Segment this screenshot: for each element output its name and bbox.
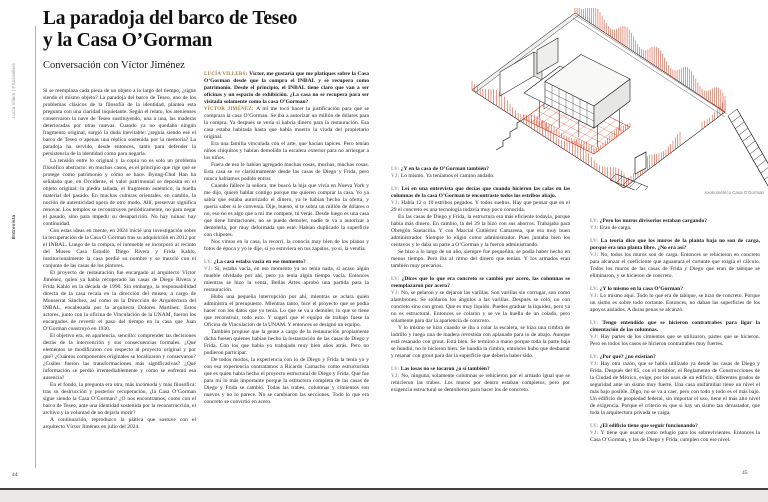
title-line-2: y la Casa O’Gorman [43, 29, 213, 51]
speaker-label: VJ: [391, 291, 402, 296]
section-label: Entrevista [11, 214, 16, 239]
intro-paragraph: El objetivo era, en apariencia, sencillo: comprender las decisiones detrás de la intervención y sus consecuencias formales. ¿Qué elementos se modificaron con respecto al proyecto original y por qué? ¿Cuántos componentes originales se localizaron y conservaron? ¿Cuáles fueron las transformaciones más significativas? ¿Qué información se perdió irremediablemente y cómo se enfrentó esa ausencia? [43, 333, 196, 381]
author-slug: Lucía Villers | # luciavillers [11, 63, 16, 118]
answer-paragraph: VÍCTOR JIMÉNEZ: A mí me tocó hacer la justificación para que se comprara la casa O’Gorman. Se iba a autorizar un millón de dólares para la compra. Ya después se vería si habría dinero para la restauración. Esa casa estaba habitada hasta que había muerto la viuda del propietario original. [204, 106, 369, 140]
answer-paragraph: Nos vimos en la casa, la recorrí, la conocía muy bien de los planos y fotos de época y yo le dije, si yo estuviera en tus zapatos, yo sí, la vendía. [204, 239, 369, 252]
answer-paragraph: VJ: Lo mismo. Ya teníamos el camino andado. [391, 173, 495, 179]
answer-paragraph: En las casas de Diego y Frida, la estructura era más eficiente todavía, porque había más dinero. En cambio, la del 29 la hizo con sus ahorros. Trabajaba para Obregón Santacilia. Y con Marcial Gutiérrez Camarena, que era muy buen administrador. Siempre lo eligió como administrador. Pues juntaba bien los centavos y le daba su parte a O’Gorman y la fueron administrando. [391, 214, 570, 248]
question-paragraph: LV: Tengo entendido que se hicieron contratrabes para ligar la cimentación de las columnas. [590, 320, 760, 333]
intro-paragraph: El proyecto de restauración fue encargado al arquitecto Víctor Jiménez, quien ya había recuperado las casas de Diego Rivera y Frida Kahlo en la década de 1990. Sin embargo, la responsabilidad directa de la casa recaía en la dirección del museo, a cargo de Monserrat Sánchez, así como en la Dirección de Arquitectura del INBAL, encabezada por la arquitecta Dolores Martínez. Estos actores, junto con la oficina de Vinculación de la UNAM, fueron los encargados de revertir el paso del tiempo en la casa que Juan O’Gorman construyó en 1930. [43, 270, 196, 332]
question-paragraph: LV: ¿Y en la casa de O’Gorman también? [391, 166, 489, 172]
question-paragraph: LV: Leí en una entrevista que decías que cuando hicieron las calas en las columnas de la casa O’Gorman te encontraste todos los estribos abajo. [391, 186, 570, 199]
speaker-label: VJ: [590, 253, 601, 258]
speaker-label: LV: [391, 187, 402, 192]
intro-paragraph: Si se reemplaza cada pieza de un objeto a lo largo del tiempo, ¿sigue siendo el mismo objeto? La paradoja del barco de Teseo, uno de los problemas clásicos de la filosofía de la identidad, plantea esta pregunta con una claridad inquietante. Según el relato, los atenienses conservaron la nave de Teseo sustituyendo, una a una, las maderas deterioradas por otras nuevas. Cuando ya no quedaba ningún fragmento original, surgió la duda inevitable: ¿seguía siendo ese el barco de Teseo o apenas una réplica sostenida por la memoria? La paradoja ha servido, desde entonces, tanto para defender la persistencia de la identidad como para negarla. [43, 88, 196, 157]
page-number-right: 45 [742, 470, 748, 476]
intro-paragraph: En el fondo, la pregunta era otra, más incómoda y más filosófica: tras su destrucción y posterior recuperación, ¿la Casa O’Gorman sigue siendo la Casa O’Gorman? ¿O nos encontramos, como con el barco de Teseo, ante una identidad sostenida por la reconstrucción, el archivo y la voluntad de no dejarla morir? [43, 382, 196, 416]
speaker-label: LV: [590, 321, 603, 326]
speaker-label: VJ: [590, 226, 600, 231]
speaker-label: LV: [590, 219, 600, 224]
speaker-label: VJ: [590, 362, 601, 367]
interview-column-1 [204, 71, 369, 406]
intro-column [43, 88, 196, 431]
speaker-label: LV: [590, 355, 600, 360]
intro-paragraph: La tensión entre lo original y la copia no es solo un problema filosófico abstracto: en muchos casos, es el principio que rige qué se protege como patrimonio y cómo se hace. Byung-Chul Han ha señalado que, en Occidente, el valor patrimonial se deposita en el objeto original: la piedra tallada, el fragmento auténtico, la huella material del pasado. En muchas culturas orientales, en cambio, la noción de autenticidad opera de otro modo. Allí, preservar significa renovar. Los templos se reconstruyen periódicamente, no para negar el pasado, sino para impedir su desaparición. No hay ruinas: hay continuidad. [43, 158, 196, 227]
answer-paragraph: VJ: Hay partes de los cimientos que se utilizaron, partes que se hicieron. Pero en todos los casos se hicieron contratrabes muy fuertes. [590, 334, 760, 347]
answer-paragraph: De todos modos, la experiencia con lo de Diego y Frida la tenía yo y con esa experiencia contratamos a Ricardo Camacho como estructurista que es quien había hecho el proyecto estructural de Diego y Frida. Que fue para mí lo más importante porque la estructura completa de las casas de Diego y Frida se cambió. Todas las trabes, columnas y cimientos son nuevos y no lo parece. No se cambiaron las secciones. Todo lo que era concreto se convirtió en acero. [204, 357, 369, 405]
margin-rule [35, 26, 36, 468]
interview-column-2 [391, 166, 570, 394]
speaker-label: VÍCTOR JIMÉNEZ: [204, 107, 257, 112]
speaker-label: LV: [204, 260, 214, 265]
question-paragraph: LV: ¿Pero los muros divisorios estaban cargando? [590, 218, 707, 224]
intro-paragraph: Con estas ideas en mente, en 2024 inicié una investigación sobre la recuperación de la Casa O’Gorman tras su adquisición en 2012 por el INBAL. Luego de la compra, el inmueble se incorporó al recinto del Museo Casa Estudio Diego Rivera y Frida Kahlo, institucionalmente la casa perdió su nombre y se mezcló con el conjunto de las casas de los pintores. [43, 228, 196, 269]
answer-paragraph: VJ: Sí, estaba vacía, en ese momento ya no tenía nada, si acaso algún mueble olvidado por ahí, pero ya tenía algún tiempo vacía. Entonces mientras se hizo la venta, Bellas Artes aprobó una partida para la restauración. [204, 266, 369, 293]
answer-paragraph: Se hizo a lo largo de un año, siempre fue pequeñita, se podía haber hecho en menos tiempo. Pero iba al ritmo del dinero que tenían. Y los armados eran también muy precarios. [391, 249, 570, 269]
speaker-label: LUCÍA VILLERS: [204, 72, 250, 77]
page-left [0, 0, 384, 488]
answer-paragraph: También propuse que la gente a cargo de la restauración propiamente dicha fuesen quienes habían hecho la restauración de las casas de Diego y Frida. Con los que había yo trabajado muy bien años atrás. Pero no pudieron participar. [204, 329, 369, 356]
title-line-1: La paradoja del barco de Teseo [43, 8, 298, 29]
answer-paragraph: Cuando fallece la señora, me buscó la hija que vivía en Nueva York y me dijo, quiero hablar contigo porque me quieren comprar la casa. Yo ya sabía que estaba autorizado el dinero, ya le habían hecho la oferta, y quería saber si le convenía. Dije, bueno, si te sobra un millón de dólares o no, eso no es algo que a mí me compete, tú verás. Desde luego es una casa que tiene limitaciones, no se puede demoler, nadie te va a autorizar a demolerla, por muy deformada que esté. Habían duplicado la superficie con chipotes. [204, 183, 369, 238]
intro-paragraph: A continuación, reproduzco la plática que sostuve con el arquitecto Víctor Jiménez en julio del 2024. [43, 417, 196, 430]
drawing-caption: Axonométrico Casa O’Gorman [704, 190, 764, 195]
answer-paragraph: Era una familia vinculada con el arte, que hacían tapices. Pero tenían niños chiquitos y habían demolido la escalera exterior para no arriesgar a los niños. [204, 141, 369, 161]
page-right [384, 0, 768, 488]
answer-paragraph: VJ: Había 12 o 10 estribos pegados. Y todos sueltos. Hay que pensar que en el 29 el concreto es una tecnología todavía muy poco conocida. [391, 200, 570, 213]
speaker-label: LV: [590, 239, 601, 244]
answer-paragraph: VJ: Lo mismo aquí. Todo lo que era de tabique, se hizo de concreto. Porque un sismo es sobre todo cortante. Entonces, no daban las superficies de los apoyos aislados. A duras penas se alcanzó. [590, 293, 760, 313]
speaker-label: LV: [590, 424, 600, 429]
answer-paragraph: VJ: Eran de carga. [590, 225, 632, 231]
page-title [43, 8, 363, 51]
answer-paragraph: Y lo mismo se hizo cuando se iba a colar la escalera, se hizo una cimbra de ladrillo y luego una de madera revestida con aplanado para lo de abajo. Aunque está resanado con grout. Está bien. Se terminó a mano porque toda la parte baja se hundió, no lo hicieron bien. Se hundía la cimbra, entonces hubo que desbastar y resanar con grout para dar la superficie que debería haber sido. [391, 325, 570, 359]
speaker-label: LV: [391, 367, 401, 372]
question-paragraph: LV: ¿La casa estaba vacía en ese momento? [204, 259, 306, 265]
paper-bottom-edge [0, 488, 768, 490]
question-paragraph: LUCÍA VILLERS: Víctor, me gustaría que me platiques sobre la Casa O’Gorman desde que la compra el INBAL y se recupera como patrimonio. Desde el principio, el INBAL tiene claro que van a ser oficinas y un espacio de exhibición. ¿La casa no se recupera para ser visitada solamente como la casa O’Gorman? [204, 71, 369, 105]
page-subtitle: Conversación con Víctor Jiménez [43, 60, 185, 71]
speaker-label: VJ: [391, 174, 401, 179]
question-paragraph: LV: La teoría dice que los muros de la planta baja no son de carga, porque era una planta libre. ¿No era así? [590, 238, 761, 251]
answer-paragraph: VJ: No, todos los muros son de carga. Entonces se rehicieron en concreto para alcanzar el coeficiente que aguantara el cortante que exigía el cálculo. Todos los muros de las casas de Frida y Diego que eran de tabique se eliminaron, y se hicieron de concreto. [590, 252, 760, 279]
answer-paragraph: Hubo una pequeña interrupción por ahí, mientras se aclara quién administra el presupuesto. Mientras tanto, hice el proyecto que se podía hacer con los datos que yo tenía. Lo que se va a demoler, lo que se tiene que reconstruir, todo esto. Y sugerí que el equipo de trabajo fuese la Oficina de Vinculación de la UNAM. Y entonces se designó un equipo. [204, 294, 369, 328]
speaker-label: VJ: [590, 335, 601, 340]
speaker-label: LV: [391, 277, 402, 282]
speaker-label: VJ: [590, 431, 601, 436]
speaker-label: VJ: [204, 267, 215, 272]
speaker-label: VJ: [391, 374, 402, 379]
speaker-label: VJ: [391, 201, 402, 206]
answer-paragraph: VJ: Hay otra razón, que se había utilizado ya desde las casas de Diego y Frida. Después del 85, con el temblor, el Reglamento de Construcciones de la Ciudad de México, exige, por los usos de un edificio, diferentes grados de seguridad ante un sismo muy fuerte. Una casa unifamiliar tiene un nivel el más bajo posible. Digo, no se va a caer, pero con todo y todo es el más bajo. Un edificio de propiedad federal, sin importar el uso, tiene el más alto nivel de exigencia. Porque el criterio es que si hay un sismo tan devastador, que toda la arquitectura privada se caiga. [590, 361, 760, 416]
question-paragraph: LV: Las losas no se tocaron ¿o sí también? [391, 366, 490, 372]
answer-paragraph: VJ: Y tiene que usarse como refugio para los sobrevivientes. Entonces la Casa O’Gorman, y las de Diego y Frida, cumplen con ese nivel. [590, 430, 761, 443]
answer-paragraph: VJ: No, se pelaron y se dejaron las varillas. Son varillas sin corrugar, son como alambrones. Se soldaron los ángulos a las varillas. Después se coló, no con concreto sino con grout. Que es muy líquido. Puedes graduar la liquidez, pero ya no es estructural. Entonces se colaron y se ve la huella de un colado, pero solamente para dar la apariencia de concreto. [391, 290, 570, 324]
interview-column-3 [590, 218, 760, 444]
axonometric-drawing [450, 8, 768, 190]
answer-paragraph: VJ: No, ninguna, solamente columnas se rehicieron por el armado igual que se rehicieron las trabes. Los muros por dentro estaban completos, pero por exigencia estructural se demolieron para hacer los de concreto. [391, 373, 571, 393]
question-paragraph: LV: ¿Y lo mismo en la casa O’Gorman? [590, 286, 683, 292]
speaker-label: LV: [391, 167, 401, 172]
answer-paragraph: Fuera de eso le habían agregado muchas cosas, muchas, muchas cosas. Esta casa se ve clarísimamente desde las casas de Diego y Frida, pero nunca habíamos podido entrar. [204, 162, 369, 182]
speaker-label: LV: [590, 287, 600, 292]
question-paragraph: LV: ¿Dices que lo que era concreto se cambió por acero, las columnas se reemplazaron por acero? [391, 276, 570, 289]
page-number-left: 44 [12, 472, 18, 478]
question-paragraph: LV: ¿El edificio tiene que seguir funcionando? [590, 423, 698, 429]
question-paragraph: LV: ¿Por qué? ¿no existían? [590, 354, 656, 360]
speaker-label: VJ: [590, 294, 600, 299]
